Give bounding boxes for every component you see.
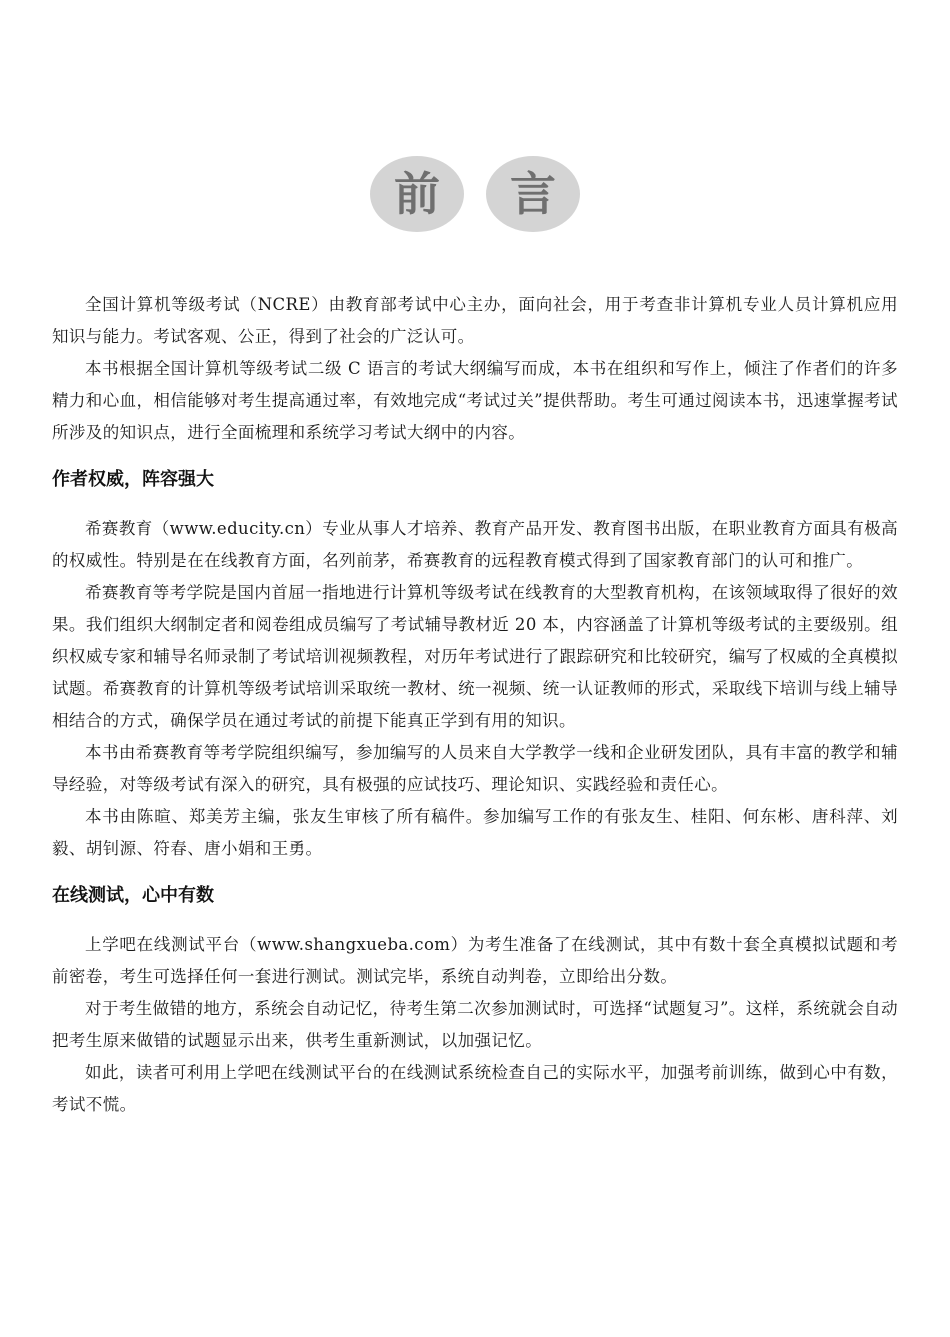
section-heading-authors: 作者权威，阵容强大	[52, 469, 214, 490]
page-title	[0, 156, 950, 232]
intro-paragraph-1: 全国计算机等级考试（NCRE）由教育部考试中心主办，面向社会，用于考查非计算机专业人员计算机应用知识与能力。考试客观、公正，得到了社会的广泛认可。	[52, 295, 898, 346]
intro-paragraph-2: 本书根据全国计算机等级考试二级 C 语言的考试大纲编写而成，本书在组织和写作上，倾注了作者们的许多精力和心血，相信能够对考生提高通过率，有效地完成“考试过关”提供帮助。考生可通过阅读本书，迅速掌握考试所涉及的知识点，进行全面梳理和系统学习考试大纲中的内容。	[52, 359, 898, 442]
preface-body	[52, 289, 898, 1121]
online-test-paragraph-1: 上学吧在线测试平台（www.shangxueba.com）为考生准备了在线测试，其中有数十套全真模拟试题和考前密卷，考生可选择任何一套进行测试。测试完毕，系统自动判卷，立即给出分数。	[52, 935, 898, 986]
section-heading-online-test: 在线测试，心中有数	[52, 885, 214, 906]
title-char-2: 言	[486, 156, 580, 232]
authors-paragraph-4: 本书由陈暄、郑美芳主编，张友生审核了所有稿件。参加编写工作的有张友生、桂阳、何东彬、唐科萍、刘毅、胡钊源、符春、唐小娟和王勇。	[52, 807, 898, 858]
online-test-paragraph-2: 对于考生做错的地方，系统会自动记忆，待考生第二次参加测试时，可选择“试题复习”。这样，系统就会自动把考生原来做错的试题显示出来，供考生重新测试，以加强记忆。	[52, 999, 898, 1050]
authors-paragraph-1: 希赛教育（www.educity.cn）专业从事人才培养、教育产品开发、教育图书出版，在职业教育方面具有极高的权威性。特别是在在线教育方面，名列前茅，希赛教育的远程教育模式得到了国家教育部门的认可和推广。	[52, 519, 898, 570]
title-char-1: 前	[370, 156, 464, 232]
authors-paragraph-2: 希赛教育等考学院是国内首屈一指地进行计算机等级考试在线教育的大型教育机构，在该领域取得了很好的效果。我们组织大纲制定者和阅卷组成员编写了考试辅导教材近 20 本，内容涵盖了计算机等级考试的主要级别。组织权威专家和辅导名师录制了考试培训视频教程，对历年考试进行了跟踪研究和比较研究，编写了权威的全真模拟试题。希赛教育的计算机等级考试培训采取统一教材、统一视频、统一认证教师的形式，采取线下培训与线上辅导相结合的方式，确保学员在通过考试的前提下能真正学到有用的知识。	[52, 583, 898, 730]
online-test-paragraph-3: 如此，读者可利用上学吧在线测试平台的在线测试系统检查自己的实际水平，加强考前训练，做到心中有数，考试不慌。	[52, 1063, 898, 1114]
authors-paragraph-3: 本书由希赛教育等考学院组织编写，参加编写的人员来自大学教学一线和企业研发团队，具有丰富的教学和辅导经验，对等级考试有深入的研究，具有极强的应试技巧、理论知识、实践经验和责任心。	[52, 743, 898, 794]
